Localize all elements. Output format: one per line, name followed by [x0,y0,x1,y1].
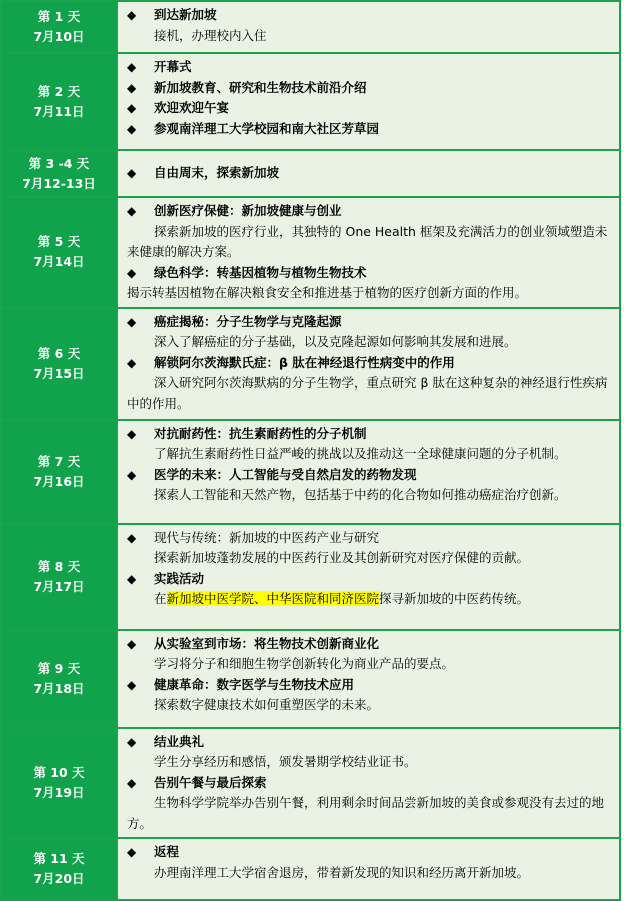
diamond-bullet-icon: ◆ [127,314,137,329]
schedule-row [1,420,620,524]
day-date: 7月12-13日 [22,175,96,191]
activities-cell [117,420,620,524]
activity-item [127,675,611,696]
day-number: 第 10 天 [33,764,85,780]
day-cell [1,524,117,630]
activity-item [127,119,611,140]
activity-item [127,732,611,753]
day-number: 第 8 天 [37,558,81,574]
activity-item [127,465,611,486]
activities-cell [117,630,620,728]
activity-item [127,57,611,78]
activity-item [127,98,611,119]
description-text: 在 [154,591,167,606]
diamond-bullet-icon: ◆ [127,8,137,22]
day-number: 第 11 天 [33,851,85,866]
activity-description: 深入了解癌症的分子基础，以及克隆起源如何影响其发展和进展。 [154,334,517,349]
activity-item [127,78,611,99]
day-date: 7月15日 [33,365,85,381]
diamond-bullet-icon: ◆ [127,426,137,441]
description-text: 探寻新加坡的中医药传统。 [379,591,530,606]
activity-description: 探索新加坡的医疗行业，其独特的 One Health 框架及充满活力的创业领域塑造未来健康的解决方案。 [127,223,608,259]
activities-cell [117,308,620,420]
activity-description: 学生分享经历和感悟，颁发暑期学校结业证书。 [154,754,417,769]
activity-item [127,773,611,794]
schedule-row [1,728,620,839]
schedule-row [1,838,620,900]
schedule-row [1,308,620,420]
activity-title: 参观南洋理工大学校园和南大社区芳草园 [154,120,380,136]
diamond-bullet-icon: ◆ [127,775,137,790]
activity-title: 癌症揭秘：分子生物学与克隆起源 [154,313,342,329]
day-date: 7月17日 [33,578,85,594]
activity-description: 探索新加坡蓬勃发展的中医药行业及其创新研究对医疗保健的贡献。 [154,550,530,565]
activity-title: 绿色科学：转基因植物与植物生物技术 [154,264,367,280]
diamond-bullet-icon: ◆ [127,677,137,692]
highlighted-venues: 新加坡中医学院、中华医院和同济医院 [166,591,380,606]
day-date: 7月16日 [33,473,85,489]
diamond-bullet-icon: ◆ [127,355,137,370]
day-cell [1,630,117,728]
diamond-bullet-icon: ◆ [127,101,137,115]
activity-title: 结业典礼 [154,733,205,749]
activity-title: 到达新加坡 [154,7,217,22]
diamond-bullet-icon: ◆ [127,204,137,218]
activity-title: 从实验室到市场：将生物技术创新商业化 [154,635,380,651]
activity-description [127,589,611,610]
schedule-row [1,197,620,308]
day-cell [1,728,117,839]
day-cell [1,838,117,900]
activity-description: 接机，办理校内入住 [154,27,267,43]
activity-item [127,5,611,26]
activity-title: 欢迎欢迎午宴 [154,100,230,115]
activity-title: 创新医疗保健：新加坡健康与创业 [154,203,342,218]
activity-title: 自由周末，探索新加坡 [154,165,280,181]
day-cell [1,1,117,53]
activity-title: 现代与传统：新加坡的中医药产业与研究 [154,529,380,545]
activity-title: 开幕式 [154,59,192,74]
diamond-bullet-icon: ◆ [127,60,137,74]
activities-cell [117,524,620,630]
activity-description: 探索数字健康技术如何重塑医学的未来。 [154,697,380,712]
day-number: 第 9 天 [37,660,81,676]
day-date: 7月19日 [33,784,85,800]
activity-item [127,842,611,863]
activity-item [127,201,611,222]
day-date: 7月11日 [33,103,85,119]
day-date: 7月10日 [33,29,85,44]
activities-cell [117,197,620,308]
activity-description: 生物科学学院举办告别午餐，利用剩余时间品尝新加坡的美食或参观没有去过的地方。 [127,795,605,831]
day-cell [1,420,117,524]
activity-item [127,424,611,445]
activity-item [127,353,611,374]
day-cell [1,308,117,420]
diamond-bullet-icon: ◆ [127,121,137,136]
activity-title: 解锁阿尔茨海默氏症：β 肽在神经退行性病变中的作用 [154,354,455,370]
day-cell [1,197,117,308]
activities-cell [117,1,620,53]
activity-item [127,263,611,284]
schedule-row [1,1,620,53]
schedule-row [1,524,620,630]
diamond-bullet-icon: ◆ [127,467,137,482]
schedule-row [1,53,620,150]
day-number: 第 7 天 [37,453,81,469]
activity-description: 办理南洋理工大学宿舍退房，带着新发现的知识和经历离开新加坡。 [154,864,530,880]
activity-item [127,312,611,333]
activity-title: 医学的未来：人工智能与受自然启发的药物发现 [154,466,417,482]
diamond-bullet-icon: ◆ [127,845,137,859]
diamond-bullet-icon: ◆ [127,530,137,545]
diamond-bullet-icon: ◆ [127,636,137,651]
activity-description: 了解抗生素耐药性日益严峻的挑战以及推动这一全球健康问题的分子机制。 [154,446,567,461]
diamond-bullet-icon: ◆ [127,734,137,749]
day-number: 第 1 天 [37,9,81,24]
day-number: 第 6 天 [37,345,81,361]
day-number: 第 5 天 [37,234,81,250]
activity-item [127,569,611,590]
activity-title: 对抗耐药性：抗生素耐药性的分子机制 [154,425,367,441]
activity-title: 实践活动 [154,570,205,586]
day-date: 7月18日 [33,680,85,696]
activity-title: 新加坡教育、研究和生物技术前沿介绍 [154,79,367,95]
activity-title: 告别午餐与最后探索 [154,774,267,790]
activity-description: 探索人工智能和天然产物，包括基于中药的化合物如何推动癌症治疗创新。 [154,487,567,502]
activity-description: 深入研究阿尔茨海默病的分子生物学，重点研究 β 肽在这种复杂的神经退行性疾病中的作用。 [127,375,608,411]
activities-cell [117,53,620,150]
activity-item [127,528,611,549]
day-date: 7月20日 [33,871,85,886]
schedule-row [1,150,620,197]
diamond-bullet-icon: ◆ [127,265,137,280]
day-number: 第 2 天 [37,83,81,99]
diamond-bullet-icon: ◆ [127,166,137,181]
activity-title: 返程 [154,844,180,859]
day-cell [1,150,117,197]
day-number: 第 3 -4 天 [28,155,90,171]
activity-description: 学习将分子和细胞生物学创新转化为商业产品的要点。 [154,656,455,671]
day-cell [1,53,117,150]
activity-item [127,634,611,655]
schedule-row [1,630,620,728]
activities-cell [117,150,620,197]
activities-cell [117,838,620,900]
activity-title: 健康革命：数字医学与生物技术应用 [154,676,355,692]
activity-description: 揭示转基因植物在解决粮食安全和推进基于植物的医疗创新方面的作用。 [127,285,528,300]
activity-item [127,163,611,184]
diamond-bullet-icon: ◆ [127,571,137,586]
diamond-bullet-icon: ◆ [127,80,137,95]
activities-cell [117,728,620,839]
day-date: 7月14日 [33,254,85,270]
